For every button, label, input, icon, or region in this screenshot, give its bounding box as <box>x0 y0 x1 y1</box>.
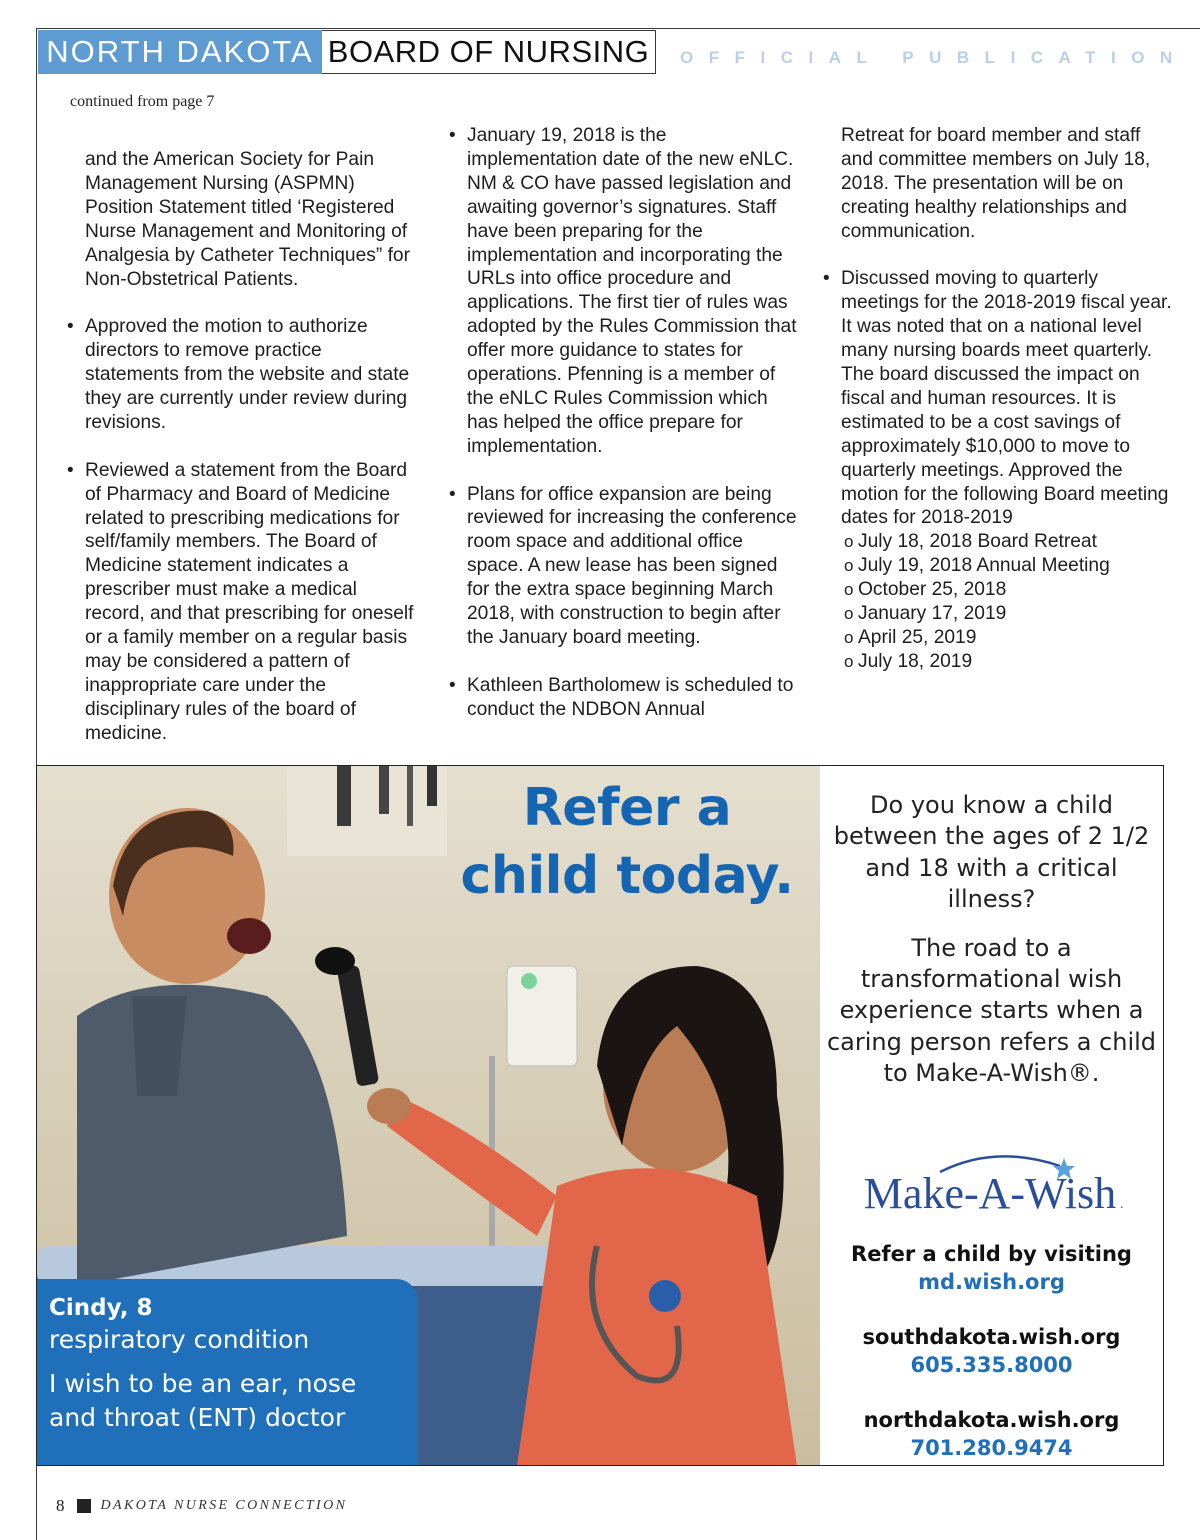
ad-question: Do you know a child between the ages of 2 1/2 and 18 with a critical illness? <box>833 791 1150 914</box>
article-column-2 <box>438 124 798 746</box>
col1-bullet-1: • Approved the motion to authorize directors to remove practice statements from the website and state they are currently under review during revisions. <box>56 315 416 435</box>
nd-wish-phone[interactable]: 701.280.9474 <box>910 1435 1073 1460</box>
meeting-date-item: o July 19, 2018 Annual Meeting <box>844 554 1172 578</box>
masthead-board: BOARD OF NURSING <box>322 30 656 74</box>
meeting-dates-list <box>812 530 1172 673</box>
continued-note: continued from page 7 <box>70 93 215 110</box>
ad-headline-line-1: Refer a <box>522 778 732 838</box>
ad-info-panel <box>820 766 1163 1466</box>
nd-wish-link[interactable]: northdakota.wish.org <box>863 1407 1120 1432</box>
col3-paragraph-1: Retreat for board member and staff and committee members on July 18, 2018. The presentation will be on creating healthy relationships and communication. <box>841 125 1151 242</box>
ad-headline <box>447 774 807 910</box>
masthead-state: NORTH DAKOTA <box>38 30 322 74</box>
col2-bullet-3: • Kathleen Bartholomew is scheduled to conduct the NDBON Annual <box>438 674 798 722</box>
ad-road-text: The road to a transformational wish experience starts when a caring person refers a child to Make-A-Wish®. <box>826 933 1157 1088</box>
sd-wish-link[interactable]: southdakota.wish.org <box>862 1324 1121 1349</box>
ad-caption-box <box>37 1279 418 1466</box>
caption-condition: respiratory condition <box>49 1325 310 1354</box>
make-a-wish-wordmark: Make-A-Wish <box>863 1168 1117 1218</box>
md-wish-link[interactable]: md.wish.org <box>918 1269 1065 1294</box>
page-frame-top <box>36 28 1200 29</box>
caption-name: Cindy, 8 <box>49 1295 153 1321</box>
page-number: 8 <box>56 1496 65 1515</box>
page-footer <box>56 1495 347 1517</box>
col1-paragraph-1: and the American Society for Pain Management Nursing (ASPMN) Position Statement titled ‘Registered Nurse Management and Monitoring of Analgesia by Catheter Techniques” for Non-Obstetrical Patients. <box>85 149 410 290</box>
article-column-3 <box>812 124 1172 674</box>
col2-bullet-2: • Plans for office expansion are being reviewed for increasing the conference room space and additional office space. A new lease has been signed for the extra space beginning March 2018, with construction to begin after the January board meeting. <box>438 483 798 650</box>
meeting-date-item: o October 25, 2018 <box>844 578 1172 602</box>
make-a-wish-logo <box>820 1148 1163 1218</box>
make-a-wish-advertisement <box>36 765 1164 1466</box>
footer-publication-name: DAKOTA NURSE CONNECTION <box>100 1498 348 1513</box>
meeting-date-item: o January 17, 2019 <box>844 602 1172 626</box>
col3-bullet-1: • Discussed moving to quarterly meetings for the 2018-2019 fiscal year. It was noted that on a national level many nursing boards meet quarterly. The board discussed the impact on fiscal and human resources. It is estimated to be a cost savings of approximately $10,000 to move to quarterly meetings. Approved the motion for the following Board meeting dates for 2018-2019 <box>812 267 1172 530</box>
ad-photo-children-exam <box>37 766 820 1466</box>
article-column-1 <box>56 148 416 770</box>
ad-headline-line-2: child today. <box>460 846 794 906</box>
make-a-wish-mark: . <box>1120 1196 1124 1212</box>
sd-wish-phone[interactable]: 605.335.8000 <box>910 1352 1073 1377</box>
make-a-wish-logo-art <box>820 1148 1163 1218</box>
caption-wish: I wish to be an ear, nose and throat (ENT) doctor <box>49 1369 357 1432</box>
col2-bullet-1: • January 19, 2018 is the implementation date of the new eNLC. NM & CO have passed legislation and awaiting governor’s signatures. Staff have been preparing for the implementation and incorporating the URLs into office procedure and applications. The first tier of rules was adopted by the Rules Commission that offer more guidance to states for operations. Pfenning is a member of the eNLC Rules Commission which has helped the office prepare for implementation. <box>438 124 798 459</box>
meeting-date-item: o July 18, 2018 Board Retreat <box>844 530 1172 554</box>
meeting-date-item: o April 25, 2019 <box>844 626 1172 650</box>
masthead-official-publication: OFFICIAL PUBLICATION <box>680 48 1188 67</box>
refer-title: Refer a child by visiting <box>851 1241 1132 1266</box>
meeting-date-item: o July 18, 2019 <box>844 650 1172 674</box>
col1-bullet-2: • Reviewed a statement from the Board of Pharmacy and Board of Medicine related to prescribing medications for self/family members. The Board of Medicine statement indicates a prescriber must make a medical record, and that prescribing for oneself or a family member on a regular basis may be considered a pattern of inappropriate care under the disciplinary rules of the board of medicine. <box>56 459 416 746</box>
footer-square-icon <box>77 1499 91 1513</box>
